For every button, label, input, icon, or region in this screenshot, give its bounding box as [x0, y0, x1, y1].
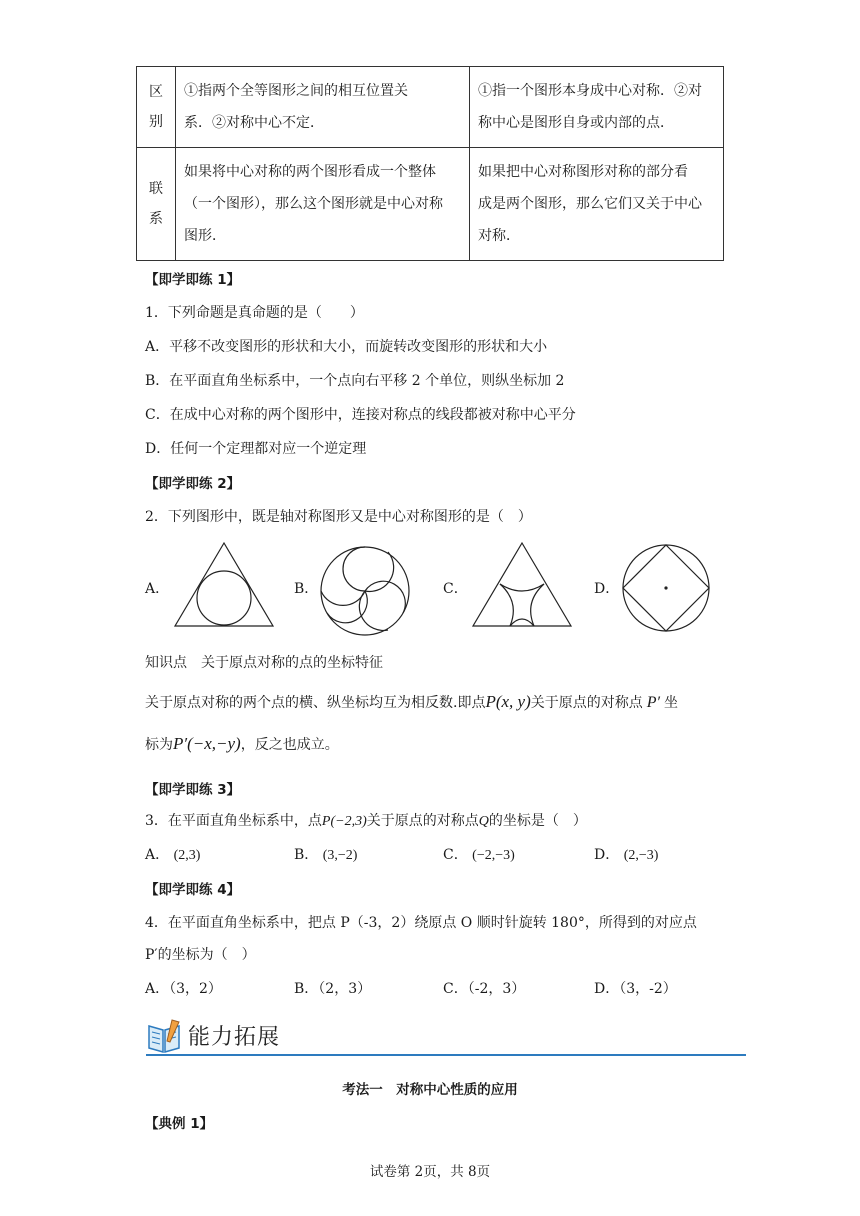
exercise-3-heading: 【即学即练 3】: [145, 782, 241, 798]
figure-label-b: B．: [294, 581, 319, 597]
figure-label-a: A．: [145, 581, 170, 597]
exercise-3-option-b: [294, 844, 357, 864]
knowledge-title: 知识点 关于原点对称的点的坐标特征: [145, 655, 383, 671]
exercise-3-question: [145, 810, 587, 830]
exercise-3-option-a: [145, 844, 200, 864]
row-head-text: 联系: [149, 180, 163, 227]
row-head-text: 区别: [149, 83, 163, 130]
method-heading: 考法一 对称中心性质的应用: [342, 1082, 518, 1098]
math-point-p: P(x, y): [485, 692, 531, 711]
exercise-4-option-a: A．（3，2）: [145, 981, 222, 997]
banner-underline: [146, 1054, 746, 1056]
cell-line: 称中心是图形自身或内部的点．: [478, 115, 674, 131]
option-label: B．: [294, 847, 319, 863]
cell-line: 图形．: [184, 228, 226, 244]
math-point: P(−2,3): [321, 814, 367, 829]
text: 的坐标是（ ）: [488, 813, 587, 829]
page-footer: 试卷第 2页，共 8页: [369, 1164, 491, 1180]
option-value: (2,−3): [623, 848, 659, 863]
row-head-difference: [137, 67, 176, 148]
cell-line: 对称．: [478, 228, 520, 244]
text: 关于原点的对称点: [366, 813, 479, 829]
exercise-2-question: 2．下列图形中，既是轴对称图形又是中心对称图形的是（ ）: [145, 509, 532, 525]
figure-d-circle-square: [620, 542, 712, 634]
exercise-4-option-d: D．（3，-2）: [594, 981, 677, 997]
text: 3．在平面直角坐标系中，点: [145, 813, 322, 829]
table-cell: [176, 67, 470, 148]
ability-banner: [146, 1016, 746, 1058]
exercise-2-heading: 【即学即练 2】: [145, 476, 241, 492]
figure-a-triangle-incircle: [172, 540, 276, 630]
book-icon: [146, 1018, 184, 1054]
table-cell: [176, 148, 470, 261]
option-value: (3,−2): [322, 848, 358, 863]
cell-line: 如果将中心对称的两个图形看成一个整体: [184, 164, 436, 180]
table-cell: [470, 67, 724, 148]
cell-line: 系．②对称中心不定．: [184, 115, 324, 131]
example-heading: 【典例 1】: [145, 1116, 214, 1132]
exercise-1-option-c: C．在成中心对称的两个图形中，连接对称点的线段都被对称中心平分: [145, 407, 576, 423]
math-point-p-prime: P′: [646, 694, 661, 711]
option-value: (2,3): [173, 848, 201, 863]
text: ，反之也成立。: [240, 737, 339, 753]
cell-line: ①指一个图形本身成中心对称．②对: [478, 83, 702, 99]
ability-title: 能力拓展: [188, 1025, 281, 1050]
exercise-3-option-c: [443, 844, 515, 864]
option-label: C．: [443, 847, 468, 863]
row-head-relation: [137, 148, 176, 261]
text: 关于原点对称的两个点的横、纵坐标均互为相反数.即点: [145, 695, 486, 711]
text: 标为: [145, 737, 173, 753]
cell-line: （一个图形），那么这个图形就是中心对称: [184, 196, 443, 212]
exercise-1-option-d: D．任何一个定理都对应一个逆定理: [145, 441, 367, 457]
exercise-1-question: 1．下列命题是真命题的是（ ）: [145, 305, 364, 321]
math-point-q: Q: [478, 814, 489, 829]
exercise-1-heading: 【即学即练 1】: [145, 272, 241, 288]
exercise-4-option-c: C．（-2，3）: [443, 981, 526, 997]
exercise-1-option-b: B．在平面直角坐标系中，一个点向右平移 2 个单位，则纵坐标加 2: [145, 373, 565, 389]
text: 坐: [664, 695, 679, 711]
exercise-4-question-line-1: 4．在平面直角坐标系中，把点 P（-3，2）绕原点 O 顺时针旋转 180°，所得到的对应点: [145, 915, 697, 931]
comparison-table: [136, 66, 724, 261]
figure-label-c: C．: [443, 581, 468, 597]
figure-c-triangle-arcs: [470, 540, 574, 630]
option-label: D．: [594, 847, 620, 863]
table-cell: [470, 148, 724, 261]
exercise-4-question-line-2: P′的坐标为（ ）: [145, 947, 256, 963]
option-value: (−2,−3): [472, 848, 515, 863]
cell-line: 成是两个图形，那么它们又关于中心: [478, 196, 702, 212]
table-row: [137, 148, 724, 261]
cell-line: ①指两个全等图形之间的相互位置关: [184, 83, 408, 99]
figure-b-circle-arcs: [318, 544, 412, 638]
exercise-4-heading: 【即学即练 4】: [145, 882, 241, 898]
cell-line: 如果把中心对称图形对称的部分看: [478, 164, 688, 180]
figure-label-d: D．: [594, 581, 620, 597]
exercise-3-option-d: [594, 844, 658, 864]
exercise-1-option-a: A．平移不改变图形的形状和大小，而旋转改变图形的形状和大小: [145, 339, 548, 355]
exercise-4-option-b: B．（2，3）: [294, 981, 372, 997]
text: 关于原点的对称点: [530, 695, 643, 711]
knowledge-line-1: [145, 692, 678, 712]
table-row: [137, 67, 724, 148]
option-label: A．: [145, 847, 170, 863]
knowledge-line-2: [145, 734, 339, 754]
math-point-p-prime-coords: P′(−x,−y): [173, 734, 241, 753]
